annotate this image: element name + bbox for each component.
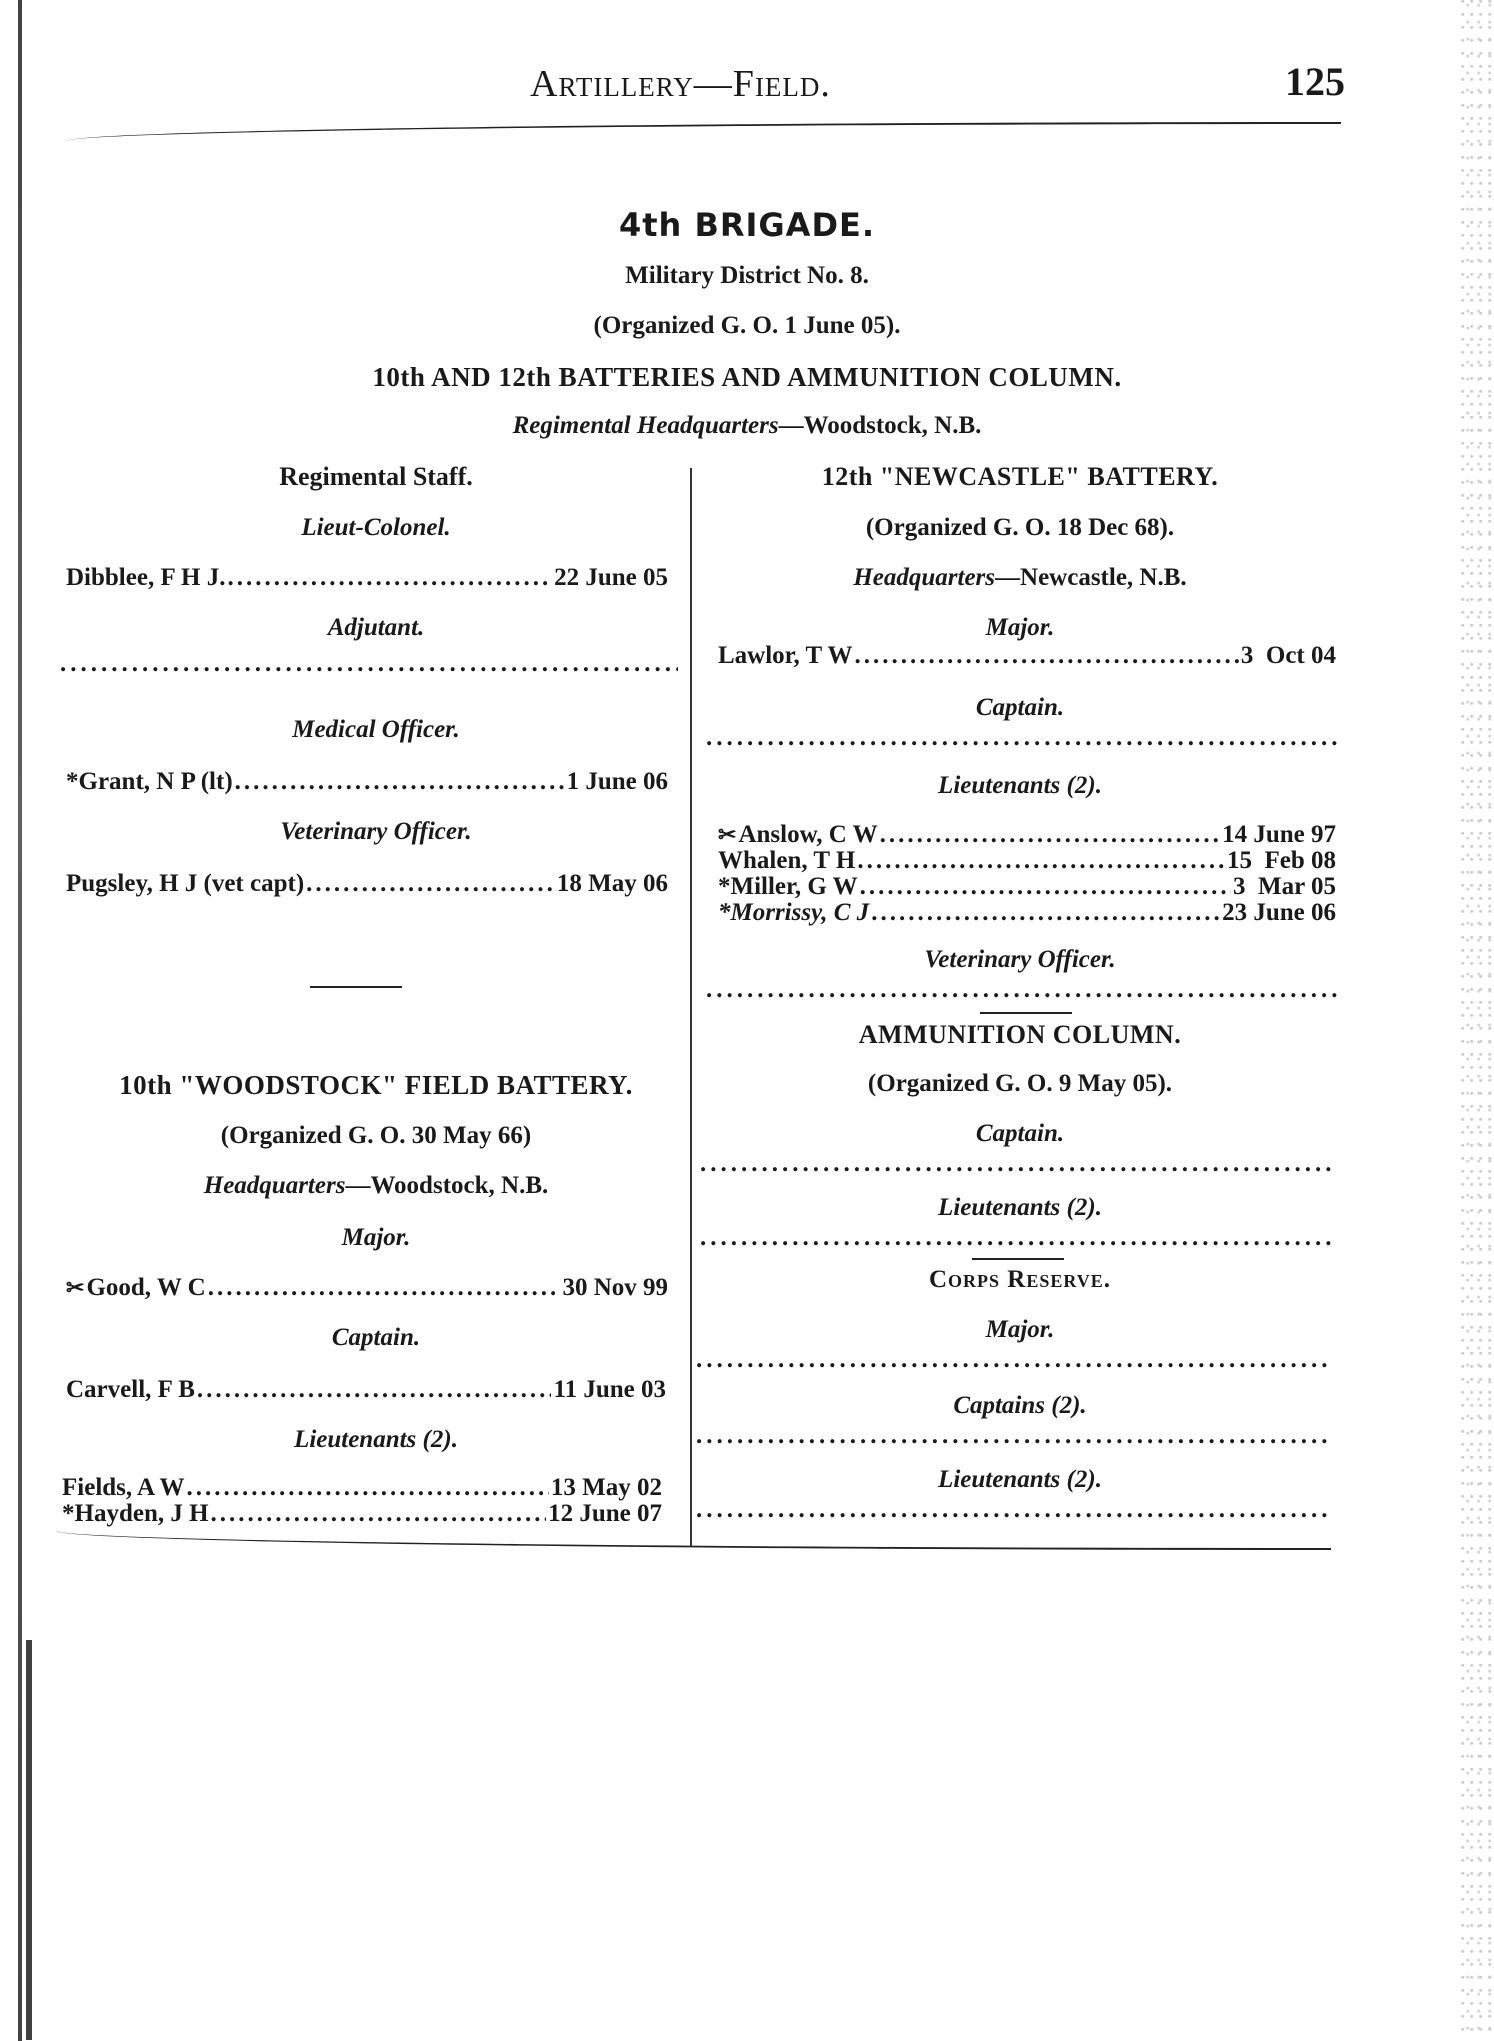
newcastle-lieutenant-entry <box>718 874 1336 900</box>
officer-date: 15 Feb 08 <box>1226 847 1336 874</box>
page-edge-texture <box>1460 0 1494 2041</box>
officer-date: 14 June 97 <box>1222 821 1336 848</box>
officer-date: 13 May 02 <box>550 1474 662 1501</box>
brigade-title: 4th BRIGADE. <box>618 206 876 244</box>
veterinary-officer-heading: Veterinary Officer. <box>280 818 472 845</box>
reserve-major-vacant-line <box>696 1346 1332 1374</box>
ammunition-captain-heading: Captain. <box>975 1120 1065 1147</box>
newcastle-veterinary-heading: Veterinary Officer. <box>924 946 1116 973</box>
regimental-hq-place: —Woodstock, N.B. <box>778 412 982 439</box>
footer-rule <box>56 1518 1331 1550</box>
newcastle-battery-title: 12th "NEWCASTLE" BATTERY. <box>821 462 1219 491</box>
reserve-lieutenants-heading: Lieutenants (2). <box>938 1466 1102 1493</box>
adjutant-vacant-line <box>60 650 678 678</box>
woodstock-battery-hq <box>66 1172 686 1200</box>
woodstock-captain-heading: Captain. <box>331 1324 421 1351</box>
reserve-captains-vacant-line <box>696 1422 1332 1450</box>
woodstock-battery-organized: (Organized G. O. 30 May 66) <box>220 1122 532 1149</box>
running-head: Artillery—Field. <box>530 63 831 105</box>
newcastle-lieutenant-entry <box>718 848 1336 874</box>
leader-dots <box>855 642 1239 670</box>
leader-dots <box>306 870 555 898</box>
reserve-captains-heading: Captains (2). <box>953 1392 1087 1419</box>
officer-date: 11 June 03 <box>553 1376 666 1403</box>
header-rule <box>66 122 1341 154</box>
medical-officer-heading: Medical Officer. <box>292 716 460 743</box>
newcastle-battery-hq <box>700 564 1340 592</box>
medical-officer-entry <box>66 768 668 796</box>
officer-name: *Miller, G W <box>718 873 858 900</box>
scissors-mark-icon: ✂ <box>718 822 737 847</box>
woodstock-captain-entry <box>66 1376 666 1404</box>
officer-date: 23 June 06 <box>1222 899 1336 926</box>
ammunition-lieutenants-vacant-line <box>700 1224 1336 1252</box>
officer-date: 3 Oct 04 <box>1240 642 1336 669</box>
column-divider <box>690 468 692 1546</box>
leader-dots <box>197 1376 552 1404</box>
newcastle-lieutenant-entry <box>718 822 1336 848</box>
section-rule <box>310 986 402 988</box>
leader-dots <box>208 1274 561 1302</box>
newcastle-hq-label: Headquarters <box>853 564 996 591</box>
officer-name: Dibblee, F H J. <box>66 564 226 591</box>
corps-reserve-title: Corps Reserve. <box>928 1266 1111 1293</box>
brigade-organized: (Organized G. O. 1 June 05). <box>593 312 901 339</box>
woodstock-hq-label: Headquarters <box>203 1172 346 1199</box>
officer-name: *Hayden, J H <box>62 1500 209 1527</box>
officer-name-group <box>66 1274 206 1302</box>
officer-name: Carvell, F B <box>66 1376 195 1403</box>
officer-name: Lawlor, T W <box>718 642 853 669</box>
brigade-units: 10th AND 12th BATTERIES AND AMMUNITION COLUMN. <box>372 362 1122 392</box>
military-district: Military District No. 8. <box>625 262 869 289</box>
ammunition-captain-vacant-line <box>700 1150 1336 1178</box>
ammunition-column-organized: (Organized G. O. 9 May 05). <box>867 1070 1173 1097</box>
newcastle-major-entry <box>718 642 1336 670</box>
officer-date: 12 June 07 <box>548 1500 662 1527</box>
veterinary-officer-entry <box>66 870 668 898</box>
newcastle-lieutenant-entry <box>718 900 1336 926</box>
woodstock-lieutenant-entry <box>62 1474 662 1502</box>
ammunition-column-title: AMMUNITION COLUMN. <box>858 1020 1182 1049</box>
lieut-colonel-entry <box>66 564 668 592</box>
page-number: 125 <box>1285 59 1345 104</box>
woodstock-major-heading: Major. <box>341 1224 411 1251</box>
officer-name: Fields, A W <box>62 1474 185 1501</box>
officer-name: Anslow, C W <box>738 821 878 848</box>
adjutant-heading: Adjutant. <box>327 614 425 641</box>
ammunition-lieutenants-heading: Lieutenants (2). <box>938 1194 1102 1221</box>
book-spine-edge <box>18 0 22 2041</box>
book-spine-shadow <box>26 1640 32 2040</box>
leader-dots <box>228 564 553 592</box>
woodstock-battery-title: 10th "WOODSTOCK" FIELD BATTERY. <box>119 1070 633 1100</box>
officer-name: Whalen, T H <box>718 847 856 874</box>
newcastle-battery-organized: (Organized G. O. 18 Dec 68). <box>865 514 1175 541</box>
newcastle-lieutenants-heading: Lieutenants (2). <box>938 772 1102 799</box>
officer-date: 3 Mar 05 <box>1233 873 1336 900</box>
officer-date: 18 May 06 <box>556 870 668 897</box>
leader-dots <box>187 1474 549 1502</box>
woodstock-major-entry <box>66 1274 668 1302</box>
officer-date: 30 Nov 99 <box>562 1274 668 1301</box>
lieut-colonel-heading: Lieut-Colonel. <box>301 514 451 541</box>
officer-date: 22 June 05 <box>554 564 668 591</box>
leader-dots <box>880 822 1220 848</box>
regimental-staff-heading: Regimental Staff. <box>279 462 473 491</box>
newcastle-hq-place: —Newcastle, N.B. <box>995 564 1187 591</box>
officer-name: Pugsley, H J (vet capt) <box>66 870 305 897</box>
section-rule <box>972 1258 1064 1260</box>
officer-name-group <box>718 822 878 848</box>
leader-dots <box>235 768 565 796</box>
newcastle-captain-heading: Captain. <box>975 694 1065 721</box>
newcastle-major-heading: Major. <box>985 614 1055 641</box>
leader-dots <box>857 848 1225 874</box>
woodstock-lieutenants-heading: Lieutenants (2). <box>294 1426 458 1453</box>
section-rule <box>980 1012 1072 1014</box>
officer-date: 1 June 06 <box>566 768 668 795</box>
woodstock-hq-place: —Woodstock, N.B. <box>345 1172 549 1199</box>
officer-name: Good, W C <box>86 1274 206 1301</box>
officer-name: *Morrissy, C J <box>718 899 870 926</box>
reserve-major-heading: Major. <box>985 1316 1055 1343</box>
newcastle-veterinary-vacant-line <box>706 976 1342 1004</box>
leader-dots <box>871 900 1220 926</box>
scissors-mark-icon: ✂ <box>66 1275 85 1300</box>
newcastle-captain-vacant-line <box>706 724 1342 752</box>
regimental-hq-label: Regimental Headquarters <box>512 412 779 439</box>
officer-name: *Grant, N P (lt) <box>66 768 233 795</box>
leader-dots <box>860 874 1231 900</box>
regimental-hq <box>0 412 1494 440</box>
